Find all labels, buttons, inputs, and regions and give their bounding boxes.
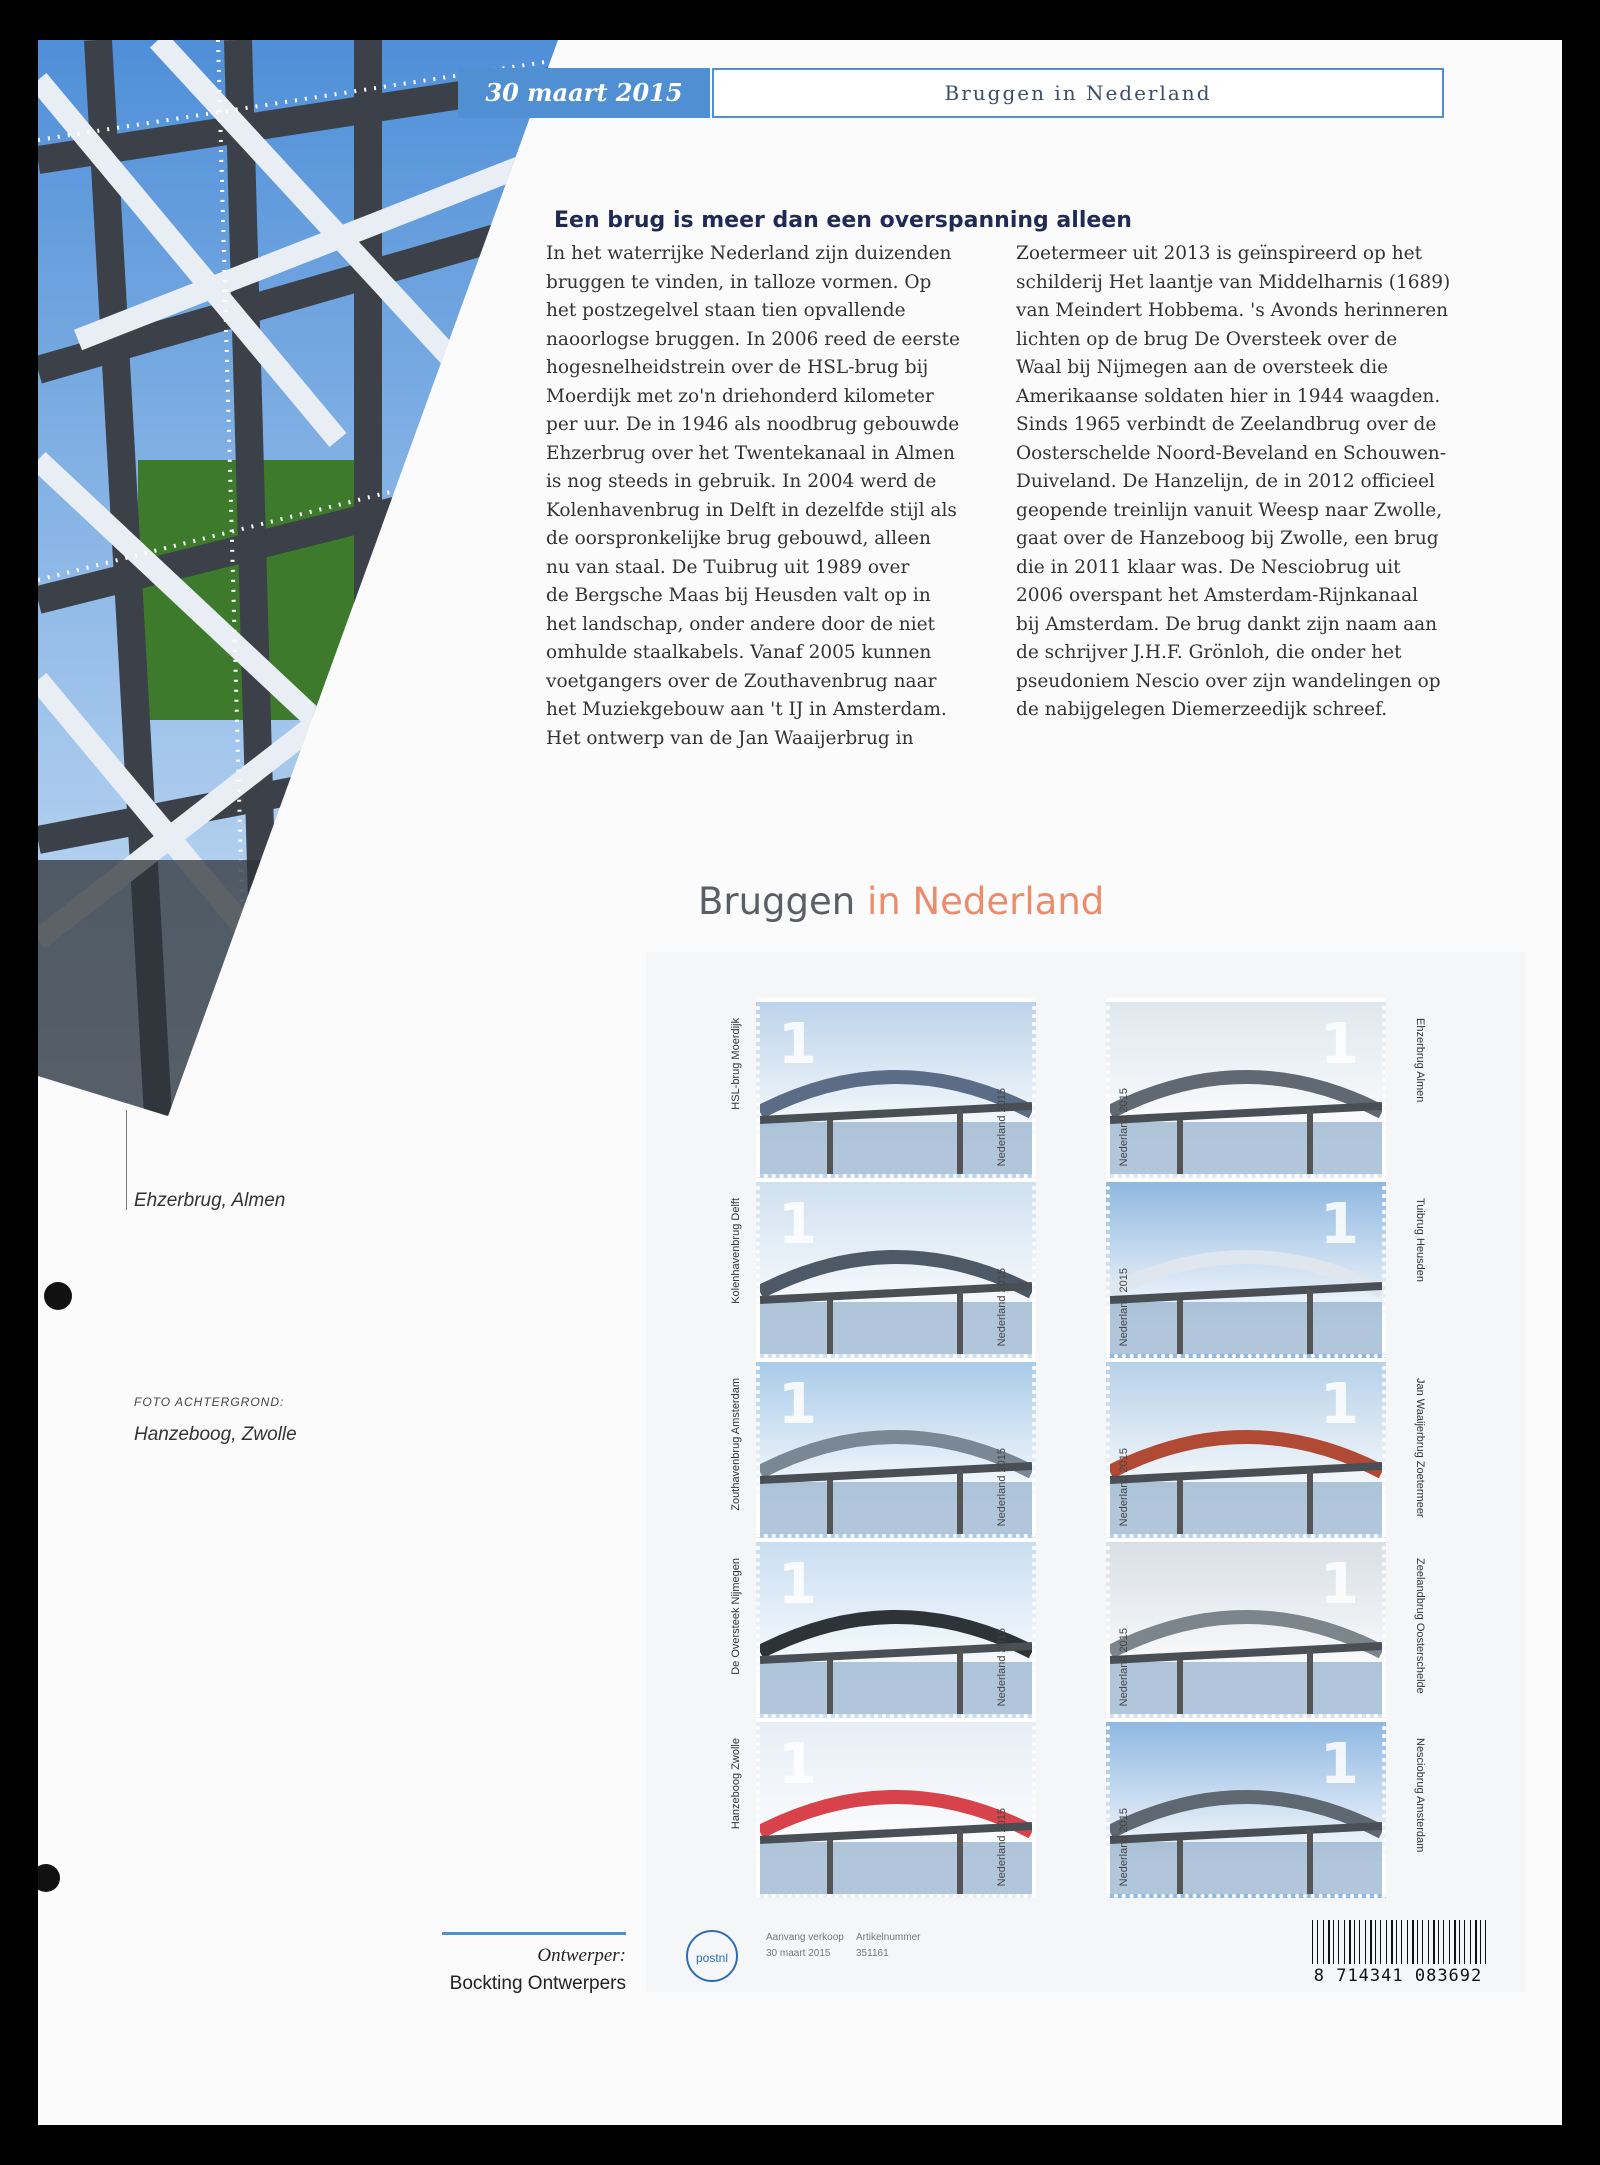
- designer-name: Bockting Ontwerpers: [449, 1973, 626, 1994]
- article-column-2: [1016, 240, 1486, 725]
- stamp-year: 2015: [1118, 1087, 1130, 1113]
- designer-rule: [442, 1932, 626, 1935]
- stamp: [756, 1178, 1036, 1358]
- stamp-country-year: [1118, 1088, 1130, 1166]
- barcode-bar: [1438, 1920, 1439, 1964]
- stamp-country: Nederland: [996, 1475, 1008, 1526]
- barcode-bar: [1338, 1920, 1339, 1964]
- stamp-bridge-name: Nesciobrug Amsterdam: [1414, 1738, 1426, 1853]
- punch-hole: [38, 1864, 60, 1892]
- stamp-separator: [1118, 1832, 1130, 1835]
- stamp-bridge-name: Hanzeboog Zwolle: [730, 1738, 742, 1830]
- article-line: gaat over de Hanzeboog bij Zwolle, een brug: [1016, 528, 1439, 549]
- article-line: 2006 overspant het Amsterdam-Rijnkanaal: [1016, 585, 1419, 606]
- stamp-country: Nederland: [1118, 1295, 1130, 1346]
- barcode-bar: [1475, 1920, 1477, 1964]
- barcode-bar: [1401, 1920, 1402, 1964]
- stamp-value: 1: [778, 1732, 817, 1797]
- sheet-title-main: Bruggen: [698, 880, 856, 923]
- barcode-bar: [1407, 1920, 1408, 1964]
- article-heading: Een brug is meer dan een overspanning alleen: [554, 208, 1132, 233]
- stamp-year: 2015: [996, 1087, 1008, 1113]
- barcode-bar: [1323, 1920, 1324, 1964]
- stamp: [1106, 1358, 1386, 1538]
- article-line: Waal bij Nijmegen aan de oversteek die: [1016, 357, 1389, 378]
- barcode-bar: [1480, 1920, 1481, 1964]
- stamp-year: 2015: [996, 1807, 1008, 1833]
- stamp-separator: [1118, 1292, 1130, 1295]
- barcode-bar: [1422, 1920, 1423, 1964]
- stamp-country-year: [1118, 1808, 1130, 1886]
- barcode-bar: [1454, 1920, 1456, 1964]
- stamp-value: 1: [778, 1552, 817, 1617]
- article-line: voetgangers over de Zouthavenbrug naar: [546, 670, 937, 692]
- barcode-bar: [1433, 1920, 1435, 1964]
- stamp: [756, 998, 1036, 1178]
- barcode-bar: [1386, 1920, 1387, 1964]
- article-line: nu van staal. De Tuibrug uit 1989 over: [546, 556, 910, 578]
- barcode-bar: [1365, 1920, 1366, 1964]
- article-line: die in 2011 klaar was. De Nesciobrug uit: [1016, 556, 1401, 578]
- article-line: het postzegelvel staan tien opvallende: [546, 300, 906, 321]
- article-line: per uur. De in 1946 als noodbrug gebouwde: [546, 414, 960, 435]
- barcode-bar: [1333, 1920, 1334, 1964]
- stamp-country: Nederland: [996, 1295, 1008, 1346]
- designer-label: Ontwerper:: [537, 1945, 626, 1966]
- article-line: hogesnelheidstrein over de HSL-brug bij: [546, 357, 929, 378]
- stamp-year: 2015: [1118, 1627, 1130, 1653]
- postnl-logo: postnl: [686, 1930, 738, 1982]
- stamp-value: 1: [778, 1192, 817, 1257]
- stamp-bridge-name: Zeelandbrug Oosterschelde: [1414, 1558, 1426, 1694]
- stamp-separator: [996, 1652, 1008, 1655]
- article-line: In het waterrijke Nederland zijn duizenden: [546, 243, 952, 264]
- stamp-year: 2015: [996, 1447, 1008, 1473]
- stamp-bridge-name: Jan Waaijerbrug Zoetermeer: [1414, 1378, 1426, 1518]
- stamp-country-year: [996, 1448, 1008, 1526]
- barcode-bar: [1328, 1920, 1330, 1964]
- article-line: geopende treinlijn vanuit Weesp naar Zwolle,: [1016, 499, 1443, 521]
- stamp-bridge-name: Kolenhavenbrug Delft: [730, 1198, 742, 1304]
- stamp-year: 2015: [996, 1267, 1008, 1293]
- sheet-footer: [646, 1910, 1526, 1992]
- article-line: pseudoniem Nescio over zijn wandelingen op: [1016, 670, 1441, 692]
- stamp: [756, 1358, 1036, 1538]
- stamp-value: 1: [1320, 1732, 1359, 1797]
- barcode-bar: [1485, 1920, 1486, 1964]
- barcode-bar: [1344, 1920, 1345, 1964]
- barcode-bar: [1354, 1920, 1355, 1964]
- article-line: Zoetermeer uit 2013 is geïnspireerd op het: [1016, 243, 1423, 264]
- stamp-bridge-name: HSL-brug Moerdijk: [730, 1018, 742, 1110]
- barcode-bar: [1396, 1920, 1397, 1964]
- stamp-country: Nederland: [1118, 1655, 1130, 1706]
- barcode-bar: [1359, 1920, 1360, 1964]
- barcode-bar: [1459, 1920, 1460, 1964]
- article-line: het landschap, onder andere door de niet: [546, 613, 935, 635]
- stamp-country: Nederland: [996, 1115, 1008, 1166]
- stamp-value: 1: [1320, 1192, 1359, 1257]
- stamp-country-year: [1118, 1628, 1130, 1706]
- article-line: de nabijgelegen Diemerzeedijk schreef.: [1016, 699, 1388, 720]
- article-line: Oosterschelde Noord-Beveland en Schouwen-: [1016, 442, 1446, 464]
- article-line: het Muziekgebouw aan 't IJ in Amsterdam.: [546, 699, 947, 720]
- stamp-separator: [996, 1292, 1008, 1295]
- barcode-bar: [1428, 1920, 1429, 1964]
- stamp: [1106, 1718, 1386, 1898]
- article-number: 351161: [856, 1948, 889, 1959]
- stamp-value: 1: [1320, 1552, 1359, 1617]
- article-line: de oorspronkelijke brug gebouwd, alleen: [546, 528, 931, 549]
- stamp-country-year: [996, 1088, 1008, 1166]
- article-line: bruggen te vinden, in talloze vormen. Op: [546, 271, 932, 293]
- barcode-bar: [1380, 1920, 1381, 1964]
- punch-hole: [44, 1282, 72, 1310]
- stamp-separator: [1118, 1472, 1130, 1475]
- album-page: [38, 40, 1562, 2125]
- barcode: [1312, 1920, 1492, 1964]
- article-line: Sinds 1965 verbindt de Zeelandbrug over de: [1016, 414, 1437, 435]
- sheet-title: [698, 880, 1104, 923]
- article-line: Amerikaanse soldaten hier in 1944 waagden.: [1016, 385, 1441, 407]
- stamp-country-year: [996, 1268, 1008, 1346]
- stamp-country-year: [996, 1808, 1008, 1886]
- caption-divider: [126, 1110, 127, 1210]
- barcode-bar: [1370, 1920, 1372, 1964]
- stamp-sheet: [646, 952, 1526, 1992]
- stamp-year: 2015: [1118, 1267, 1130, 1293]
- article-line: Moerdijk met zo'n driehonderd kilometer: [546, 385, 934, 407]
- stamp-country: Nederland: [1118, 1475, 1130, 1526]
- article-line: is nog steeds in gebruik. In 2004 werd de: [546, 471, 937, 492]
- stamp-country: Nederland: [1118, 1115, 1130, 1166]
- photo-caption: Ehzerbrug, Almen: [134, 1190, 286, 1211]
- stamp-country: Nederland: [1118, 1835, 1130, 1886]
- article-line: Ehzerbrug over het Twentekanaal in Almen: [546, 442, 955, 464]
- barcode-bar: [1375, 1920, 1376, 1964]
- stamp-country-year: [1118, 1448, 1130, 1526]
- barcode-bar: [1349, 1920, 1351, 1964]
- stamp-separator: [1118, 1112, 1130, 1115]
- stamp: [1106, 998, 1386, 1178]
- stamp: [756, 1538, 1036, 1718]
- stamp: [1106, 1538, 1386, 1718]
- stamp-bridge-name: Zouthavenbrug Amsterdam: [730, 1378, 742, 1511]
- stamp-country: Nederland: [996, 1655, 1008, 1706]
- stamp-separator: [996, 1112, 1008, 1115]
- barcode-bar: [1470, 1920, 1471, 1964]
- barcode-bar: [1464, 1920, 1465, 1964]
- article-column-1: [546, 240, 1016, 753]
- article-line: de Bergsche Maas bij Heusden valt op in: [546, 585, 931, 606]
- stamp-separator: [1118, 1652, 1130, 1655]
- stamp-year: 2015: [996, 1627, 1008, 1653]
- stamp: [1106, 1178, 1386, 1358]
- article-number-label: Artikelnummer: [856, 1932, 921, 1943]
- stamp-value: 1: [778, 1012, 817, 1077]
- article-line: Het ontwerp van de Jan Waaijerbrug in: [546, 727, 914, 749]
- barcode-bar: [1417, 1920, 1418, 1964]
- header-title: Bruggen in Nederland: [712, 68, 1444, 118]
- stamp-year: 2015: [1118, 1807, 1130, 1833]
- article-line: naoorlogse bruggen. In 2006 reed de eerste: [546, 328, 961, 350]
- barcode-bar: [1412, 1920, 1414, 1964]
- article-line: schilderij Het laantje van Middelharnis (1689): [1016, 271, 1451, 293]
- stamp-bridge-name: Ehzerbrug Almen: [1414, 1018, 1426, 1103]
- stamp-country-year: [996, 1628, 1008, 1706]
- stamp-bridge-name: Tuibrug Heusden: [1414, 1198, 1426, 1282]
- background-photo-caption: Hanzeboog, Zwolle: [134, 1424, 297, 1445]
- stamp-bridge-name: De Oversteek Nijmegen: [730, 1558, 742, 1675]
- barcode-bar: [1449, 1920, 1450, 1964]
- article-line: Duiveland. De Hanzelijn, de in 2012 officieel: [1016, 471, 1435, 492]
- barcode-bar: [1443, 1920, 1444, 1964]
- stamp-separator: [996, 1832, 1008, 1835]
- article-line: bij Amsterdam. De brug dankt zijn naam aan: [1016, 613, 1438, 635]
- bridge-photo: [38, 40, 578, 1116]
- stamp-year: 2015: [1118, 1447, 1130, 1473]
- article-line: de schrijver J.H.F. Grönloh, die onder het: [1016, 642, 1402, 663]
- sale-label: Aanvang verkoop: [766, 1932, 844, 1943]
- stamp-value: 1: [1320, 1372, 1359, 1437]
- barcode-bar: [1317, 1920, 1318, 1964]
- article-line: lichten op de brug De Oversteek over de: [1016, 328, 1398, 350]
- stamp-country: Nederland: [996, 1835, 1008, 1886]
- stamp-value: 1: [1320, 1012, 1359, 1077]
- sheet-title-sub: in Nederland: [867, 880, 1105, 923]
- sale-date: 30 maart 2015: [766, 1948, 831, 1959]
- stamp-country-year: [1118, 1268, 1130, 1346]
- background-photo-label: FOTO ACHTERGROND:: [134, 1395, 285, 1409]
- barcode-bar: [1391, 1920, 1393, 1964]
- barcode-number: 8 714341 083692: [1313, 1966, 1483, 1986]
- stamp: [756, 1718, 1036, 1898]
- stamp-value: 1: [778, 1372, 817, 1437]
- barcode-bar: [1312, 1920, 1313, 1964]
- stamp-separator: [996, 1472, 1008, 1475]
- article-line: van Meindert Hobbema. 's Avonds herinneren: [1016, 300, 1449, 321]
- header-date: 30 maart 2015: [458, 68, 710, 118]
- article-line: omhulde staalkabels. Vanaf 2005 kunnen: [546, 642, 932, 663]
- article-line: Kolenhavenbrug in Delft in dezelfde stijl als: [546, 499, 957, 521]
